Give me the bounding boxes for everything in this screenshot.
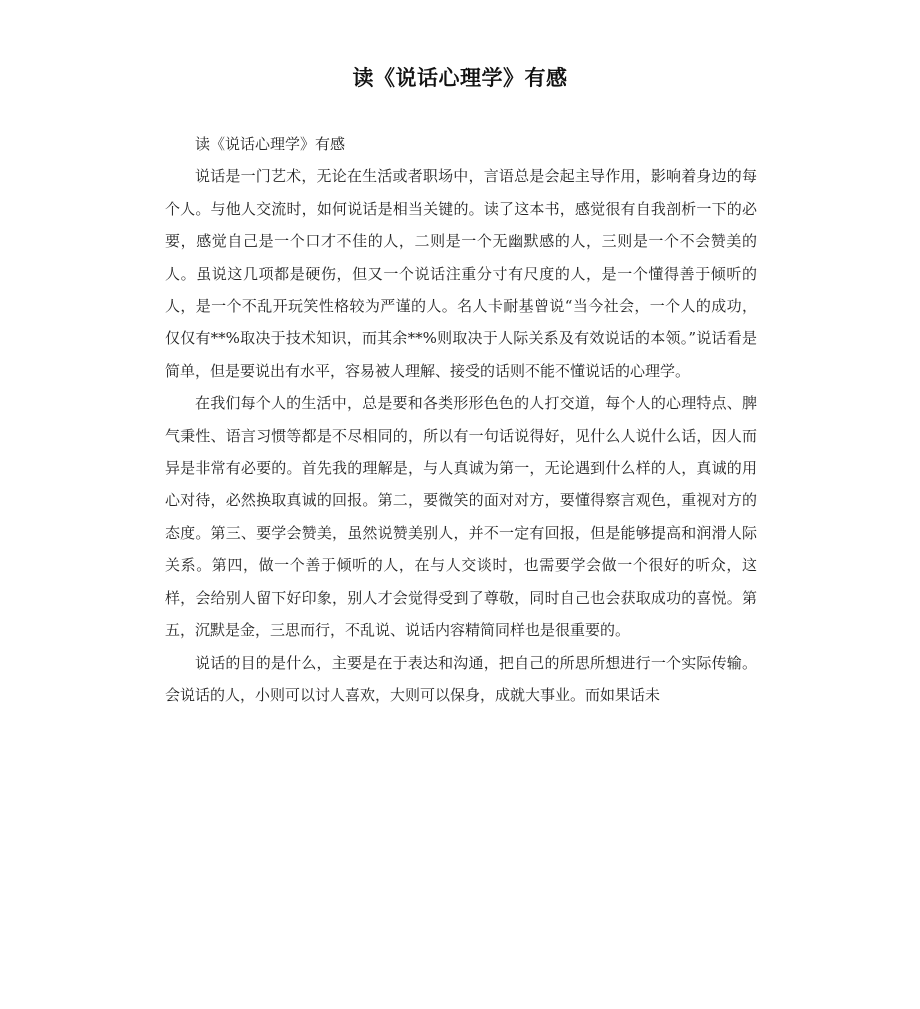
- paragraph-3: 说话的目的是什么，主要是在于表达和沟通，把自己的所思所想进行一个实际传输。会说话的人，小则可以讨人喜欢，大则可以保身，成就大事业。而如果话未: [165, 653, 757, 704]
- document-subtitle: 读《说话心理学》有感: [195, 135, 346, 153]
- document-title: 读《说话心理学》有感: [352, 66, 568, 90]
- paragraph-1: 说话是一门艺术，无论在生活或者职场中，言语总是会起主导作用，影响着身边的每个人。与他人交流时，如何说话是相当关键的。读了这本书，感觉很有自我剖析一下的必要，感觉自己是一个口才不佳的人，二则是一个无幽默感的人，三则是一个不会赞美的人。虽说这几项都是硬伤，但又一个说话注重分寸有尺度的人，是一个懂得善于倾听的人，是一个不乱开玩笑性格较为严谨的人。名人卡耐基曾说“当今社会，一个人的成功，仅仅有**%取决于技术知识，而其余**%则取决于人际关系及有效说话的本领。”说话看是简单，但是要说出有水平，容易被人理解、接受的话则不能不懂说话的心理学。: [165, 167, 757, 380]
- document-body: [165, 128, 757, 711]
- paragraph-2: 在我们每个人的生活中，总是要和各类形形色色的人打交道，每个人的心理特点、脾气秉性、语言习惯等都是不尽相同的，所以有一句话说得好，见什么人说什么话，因人而异是非常有必要的。首先我的理解是，与人真诚为第一，无论遇到什么样的人，真诚的用心对待，必然换取真诚的回报。第二，要微笑的面对对方，要懂得察言观色，重视对方的态度。第三、要学会赞美，虽然说赞美别人，并不一定有回报，但是能够提高和润滑人际关系。第四，做一个善于倾听的人，在与人交谈时，也需要学会做一个很好的听众，这样，会给别人留下好印象，别人才会觉得受到了尊敬，同时自己也会获取成功的喜悦。第五，沉默是金，三思而行，不乱说、说话内容精简同样也是很重要的。: [165, 394, 757, 640]
